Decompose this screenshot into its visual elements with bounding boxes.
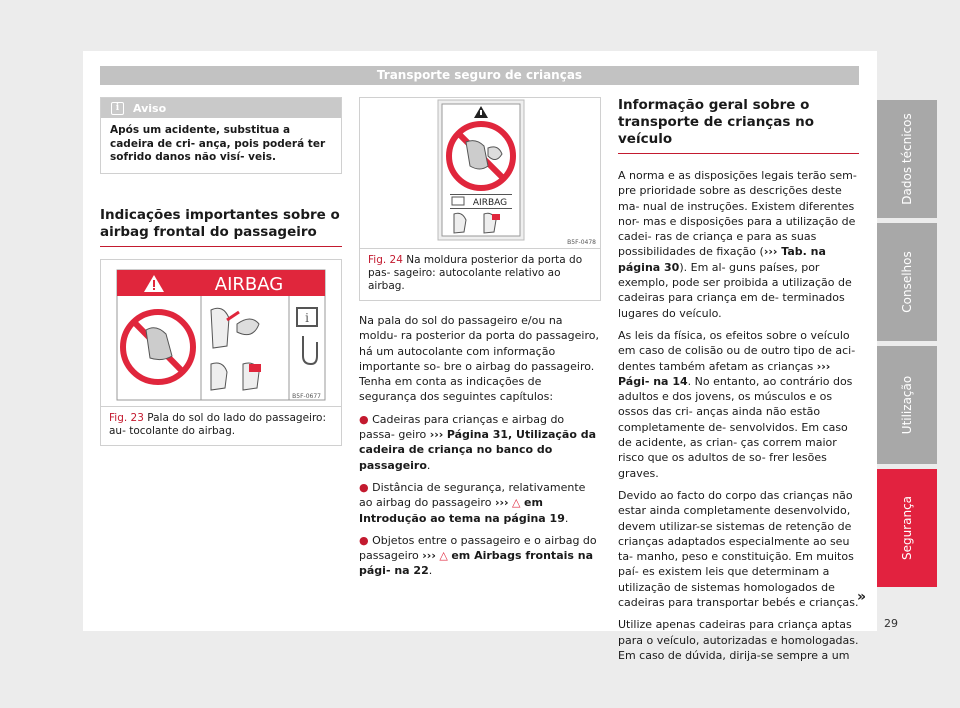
warning-box	[100, 97, 342, 174]
tab-seguranca[interactable]: Segurança	[877, 469, 937, 587]
paragraph-1: A norma e as disposições legais terão sem- pre prioridade sobre as descrições deste ma- nual de instruções. Existem diferentes nor- mas e disposições para a utilização de cadei- ras de criança e para as suas possibilidades de fixação (››› Tab. na página 30). Em al- guns países, por exemplo, pode ser proibida a utilização de cadeiras para criança em de- terminados lugares do veículo.	[618, 169, 857, 320]
bullet-item-1: ● Cadeiras para crianças e airbag do passa- geiro ››› Página 31, Utilização da cadeira de criança no banco do passageiro.	[359, 412, 597, 472]
cross-reference-link[interactable]: em Introdução ao tema na página 19	[359, 496, 565, 525]
column-2	[359, 97, 601, 586]
section-title-transport: Informação geral sobre o transporte de crianças no veículo	[618, 97, 859, 154]
info-icon: i	[111, 102, 124, 115]
ref-arrow: ›››	[429, 428, 444, 442]
sticker-airbag-text: AIRBAG	[214, 273, 284, 295]
ref-arrow: ›››	[422, 549, 436, 563]
figure-23	[100, 259, 342, 446]
cross-reference-link[interactable]: em Airbags frontais na pági- na 22	[359, 549, 594, 578]
column-3	[618, 97, 859, 670]
intro-paragraph: Na pala do sol do passageiro e/ou na moldu- ra posterior da porta do passageiro, há um autocolante com informação importante so- bre o airbag do passageiro. Tenha em conta as indicações de segurança dos seguintes capítulos:	[359, 314, 599, 404]
warning-heading: Aviso	[133, 101, 167, 115]
chapter-tabs	[877, 100, 937, 592]
column-1	[100, 97, 342, 446]
warning-triangle-icon: △	[512, 496, 521, 510]
page-header: Transporte seguro de crianças	[100, 66, 859, 85]
figure-caption-text: Pala do sol do lado do passageiro: au- tocolante do airbag.	[109, 411, 327, 437]
warning-triangle-icon: △	[439, 549, 448, 563]
paragraph-3: Devido ao facto do corpo das crianças não estar ainda completamente desenvolvido, devem utilizar-se sistemas de retenção de crianças adaptados especialmente ao seu ta- manho, peso e constituição. Em muitos paí- es existem leis que determinam a utilização de sistemas homologados de cadeiras para transportar bebés e crianças.	[618, 488, 859, 610]
door-sticker-image	[360, 98, 600, 248]
cross-reference-link[interactable]: ››› Pági- na 14	[618, 359, 831, 388]
paragraph-4: Utilize apenas cadeiras para criança aptas para o veículo, autorizadas e homologadas. Em caso de dúvida, dirija-se sempre a um	[618, 618, 859, 662]
tab-dados-tecnicos[interactable]: Dados técnicos	[877, 100, 937, 218]
page-number: 29	[884, 617, 898, 630]
warning-header	[101, 98, 341, 118]
figure-caption-2	[360, 248, 600, 300]
paragraph-2: As leis da física, os efeitos sobre o veículo em caso de colisão ou de outro tipo de aci- dentes também afetam as crianças ››› Pági- na 14. No entanto, ao contrário dos adultos e dos jovens, os músculos e os ossos das cri- anças ainda não estão completamente de- senvolvidos. Em caso de acidente, as crian- ças correm maior risco que os adultos de so- frer lesões graves.	[618, 328, 856, 480]
airbag-sticker-image	[101, 260, 341, 406]
tab-conselhos[interactable]: Conselhos	[877, 223, 937, 341]
figure-code-2: B5F-0478	[567, 239, 596, 246]
bullet-item-2: ● Distância de segurança, relativamente ao airbag do passageiro ››› △ em Introdução ao tema na página 19.	[359, 480, 586, 525]
cross-reference-link[interactable]: Página 31, Utilização da cadeira de criança no banco do passageiro	[359, 428, 597, 472]
figure-caption	[101, 406, 341, 445]
section-title-airbag: Indicações importantes sobre o airbag frontal do passageiro	[100, 207, 342, 247]
figure-caption-text-2: Na moldura posterior da porta do pas- sageiro: autocolante relativo ao airbag.	[368, 254, 583, 292]
column-3-text	[618, 168, 859, 663]
cross-reference-link[interactable]: ››› Tab. na página 30	[618, 245, 826, 274]
bullet-item-3: ● Objetos entre o passageiro e o airbag do passageiro ››› △ em Airbags frontais na pági- na 22.	[359, 533, 597, 578]
continued-marker: »	[857, 589, 867, 605]
figure-label-2: Fig. 24	[368, 254, 403, 266]
tab-utilizacao[interactable]: Utilização	[877, 346, 937, 464]
warning-text: Após um acidente, substitua a cadeira de cri- ança, pois poderá ter sofrido danos não visí- veis.	[110, 124, 326, 163]
figure-24	[359, 97, 601, 301]
ref-arrow: ›››	[494, 496, 509, 510]
sticker-airbag-text-2: AIRBAG	[472, 198, 508, 208]
svg-text:i: i	[305, 310, 309, 325]
figure-code: B5F-0677	[292, 392, 321, 400]
column-2-text	[359, 313, 601, 579]
figure-label: Fig. 23	[109, 411, 144, 424]
